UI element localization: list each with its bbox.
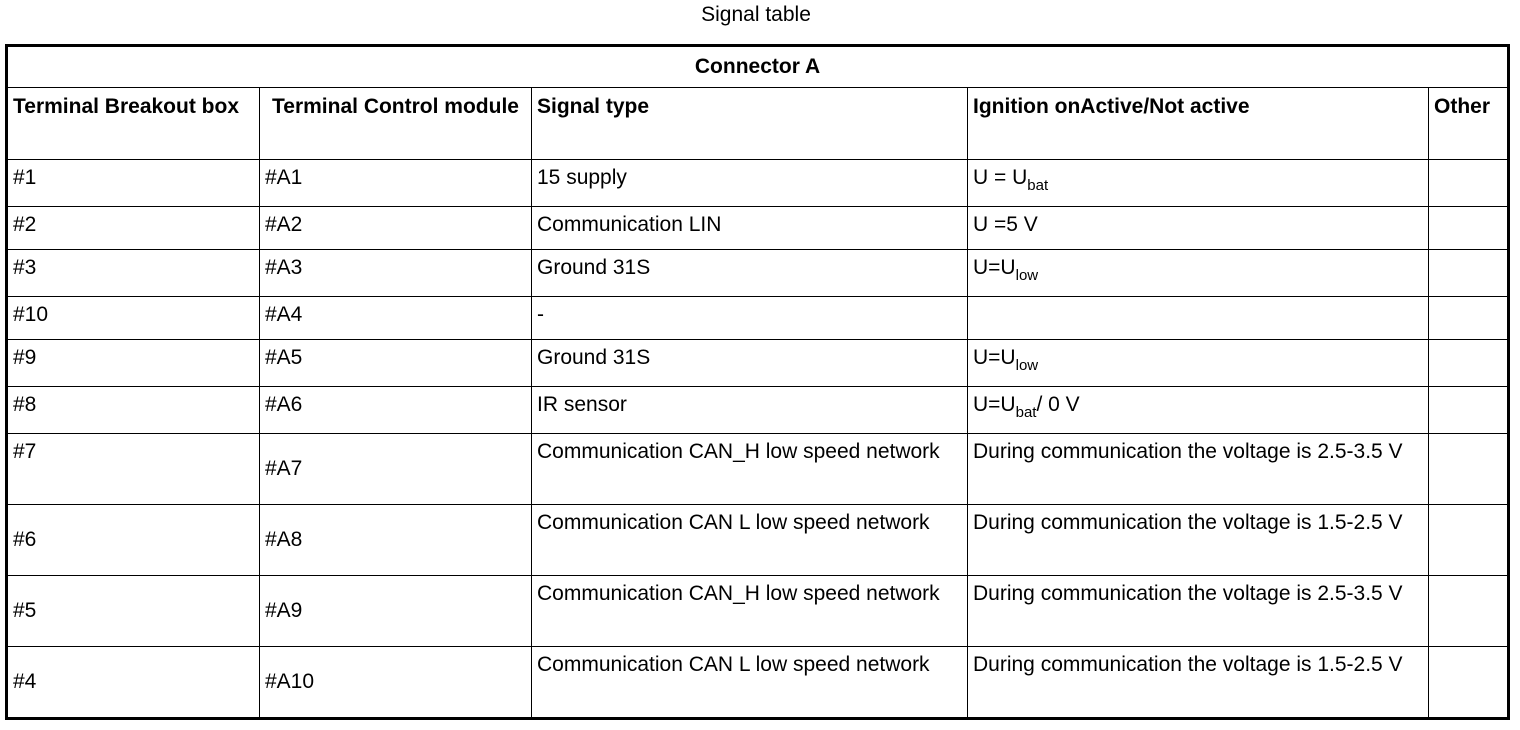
table-row	[7, 297, 1509, 340]
table-row	[7, 340, 1509, 387]
cell-ignition	[968, 340, 1429, 387]
cell-control: #A10	[260, 647, 532, 719]
cell-ignition	[968, 207, 1429, 250]
cell-signal: Communication CAN_H low speed network	[532, 576, 968, 647]
ign-text: During communication the voltage is 2.5-3.5 V	[973, 440, 1403, 463]
cell-ignition	[968, 297, 1429, 340]
ign-text: During communication the voltage is 1.5-2.5 V	[973, 653, 1403, 676]
cell-signal: Communication CAN L low speed network	[532, 505, 968, 576]
header-terminal-control: Terminal Control module	[260, 88, 532, 160]
cell-control: #A3	[260, 250, 532, 297]
table-caption: Signal table	[701, 3, 811, 26]
cell-control: #A8	[260, 505, 532, 576]
cell-signal: Ground 31S	[532, 340, 968, 387]
cell-control: #A1	[260, 160, 532, 207]
cell-ignition	[968, 505, 1429, 576]
table-row	[7, 387, 1509, 434]
header-ignition: Ignition onActive/Not active	[968, 88, 1429, 160]
cell-signal: -	[532, 297, 968, 340]
cell-breakout: #8	[7, 387, 260, 434]
cell-breakout: #7	[7, 434, 260, 505]
ign-text: U = U	[973, 166, 1028, 189]
column-header-row	[7, 88, 1509, 160]
ign-text: During communication the voltage is 1.5-2.5 V	[973, 511, 1403, 534]
ign-subscript: low	[1015, 357, 1039, 374]
ign-text: U =5 V	[973, 213, 1038, 236]
cell-other	[1429, 340, 1509, 387]
cell-other	[1429, 434, 1509, 505]
ign-text: During communication the voltage is 2.5-3.5 V	[973, 582, 1403, 605]
cell-control: #A5	[260, 340, 532, 387]
cell-control: #A4	[260, 297, 532, 340]
table-row	[7, 160, 1509, 207]
cell-control: #A2	[260, 207, 532, 250]
cell-signal: IR sensor	[532, 387, 968, 434]
cell-signal: Ground 31S	[532, 250, 968, 297]
cell-signal: Communication CAN L low speed network	[532, 647, 968, 719]
cell-signal: Communication CAN_H low speed network	[532, 434, 968, 505]
cell-control: #A6	[260, 387, 532, 434]
cell-ignition	[968, 387, 1429, 434]
table-row	[7, 250, 1509, 297]
connector-header-row	[7, 46, 1509, 88]
cell-ignition	[968, 647, 1429, 719]
cell-ignition	[968, 250, 1429, 297]
table-row	[7, 505, 1509, 576]
table-row	[7, 647, 1509, 719]
table-row	[7, 434, 1509, 505]
ign-text: U=U	[973, 256, 1016, 279]
header-signal-type: Signal type	[532, 88, 968, 160]
table-row	[7, 576, 1509, 647]
ign-subscript: bat	[1027, 177, 1049, 194]
cell-breakout: #4	[7, 647, 260, 719]
cell-other	[1429, 207, 1509, 250]
cell-breakout: #3	[7, 250, 260, 297]
cell-signal: 15 supply	[532, 160, 968, 207]
cell-other	[1429, 297, 1509, 340]
cell-other	[1429, 250, 1509, 297]
cell-other	[1429, 387, 1509, 434]
cell-breakout: #5	[7, 576, 260, 647]
cell-other	[1429, 576, 1509, 647]
cell-other	[1429, 647, 1509, 719]
ign-subscript: bat	[1015, 404, 1037, 421]
ign-suffix: / 0 V	[1036, 393, 1080, 416]
cell-ignition	[968, 434, 1429, 505]
header-terminal-breakout: Terminal Breakout box	[7, 88, 260, 160]
signal-table	[5, 44, 1510, 720]
cell-control: #A7	[260, 434, 532, 505]
cell-other	[1429, 160, 1509, 207]
cell-breakout: #6	[7, 505, 260, 576]
ign-subscript: low	[1015, 267, 1039, 284]
cell-other	[1429, 505, 1509, 576]
cell-ignition	[968, 576, 1429, 647]
cell-signal: Communication LIN	[532, 207, 968, 250]
ign-text: U=U	[973, 393, 1016, 416]
connector-title: Connector A	[7, 46, 1509, 88]
header-other: Other	[1429, 88, 1509, 160]
ign-text: U=U	[973, 346, 1016, 369]
table-row	[7, 207, 1509, 250]
cell-breakout: #1	[7, 160, 260, 207]
cell-control: #A9	[260, 576, 532, 647]
cell-breakout: #2	[7, 207, 260, 250]
cell-ignition	[968, 160, 1429, 207]
cell-breakout: #10	[7, 297, 260, 340]
cell-breakout: #9	[7, 340, 260, 387]
